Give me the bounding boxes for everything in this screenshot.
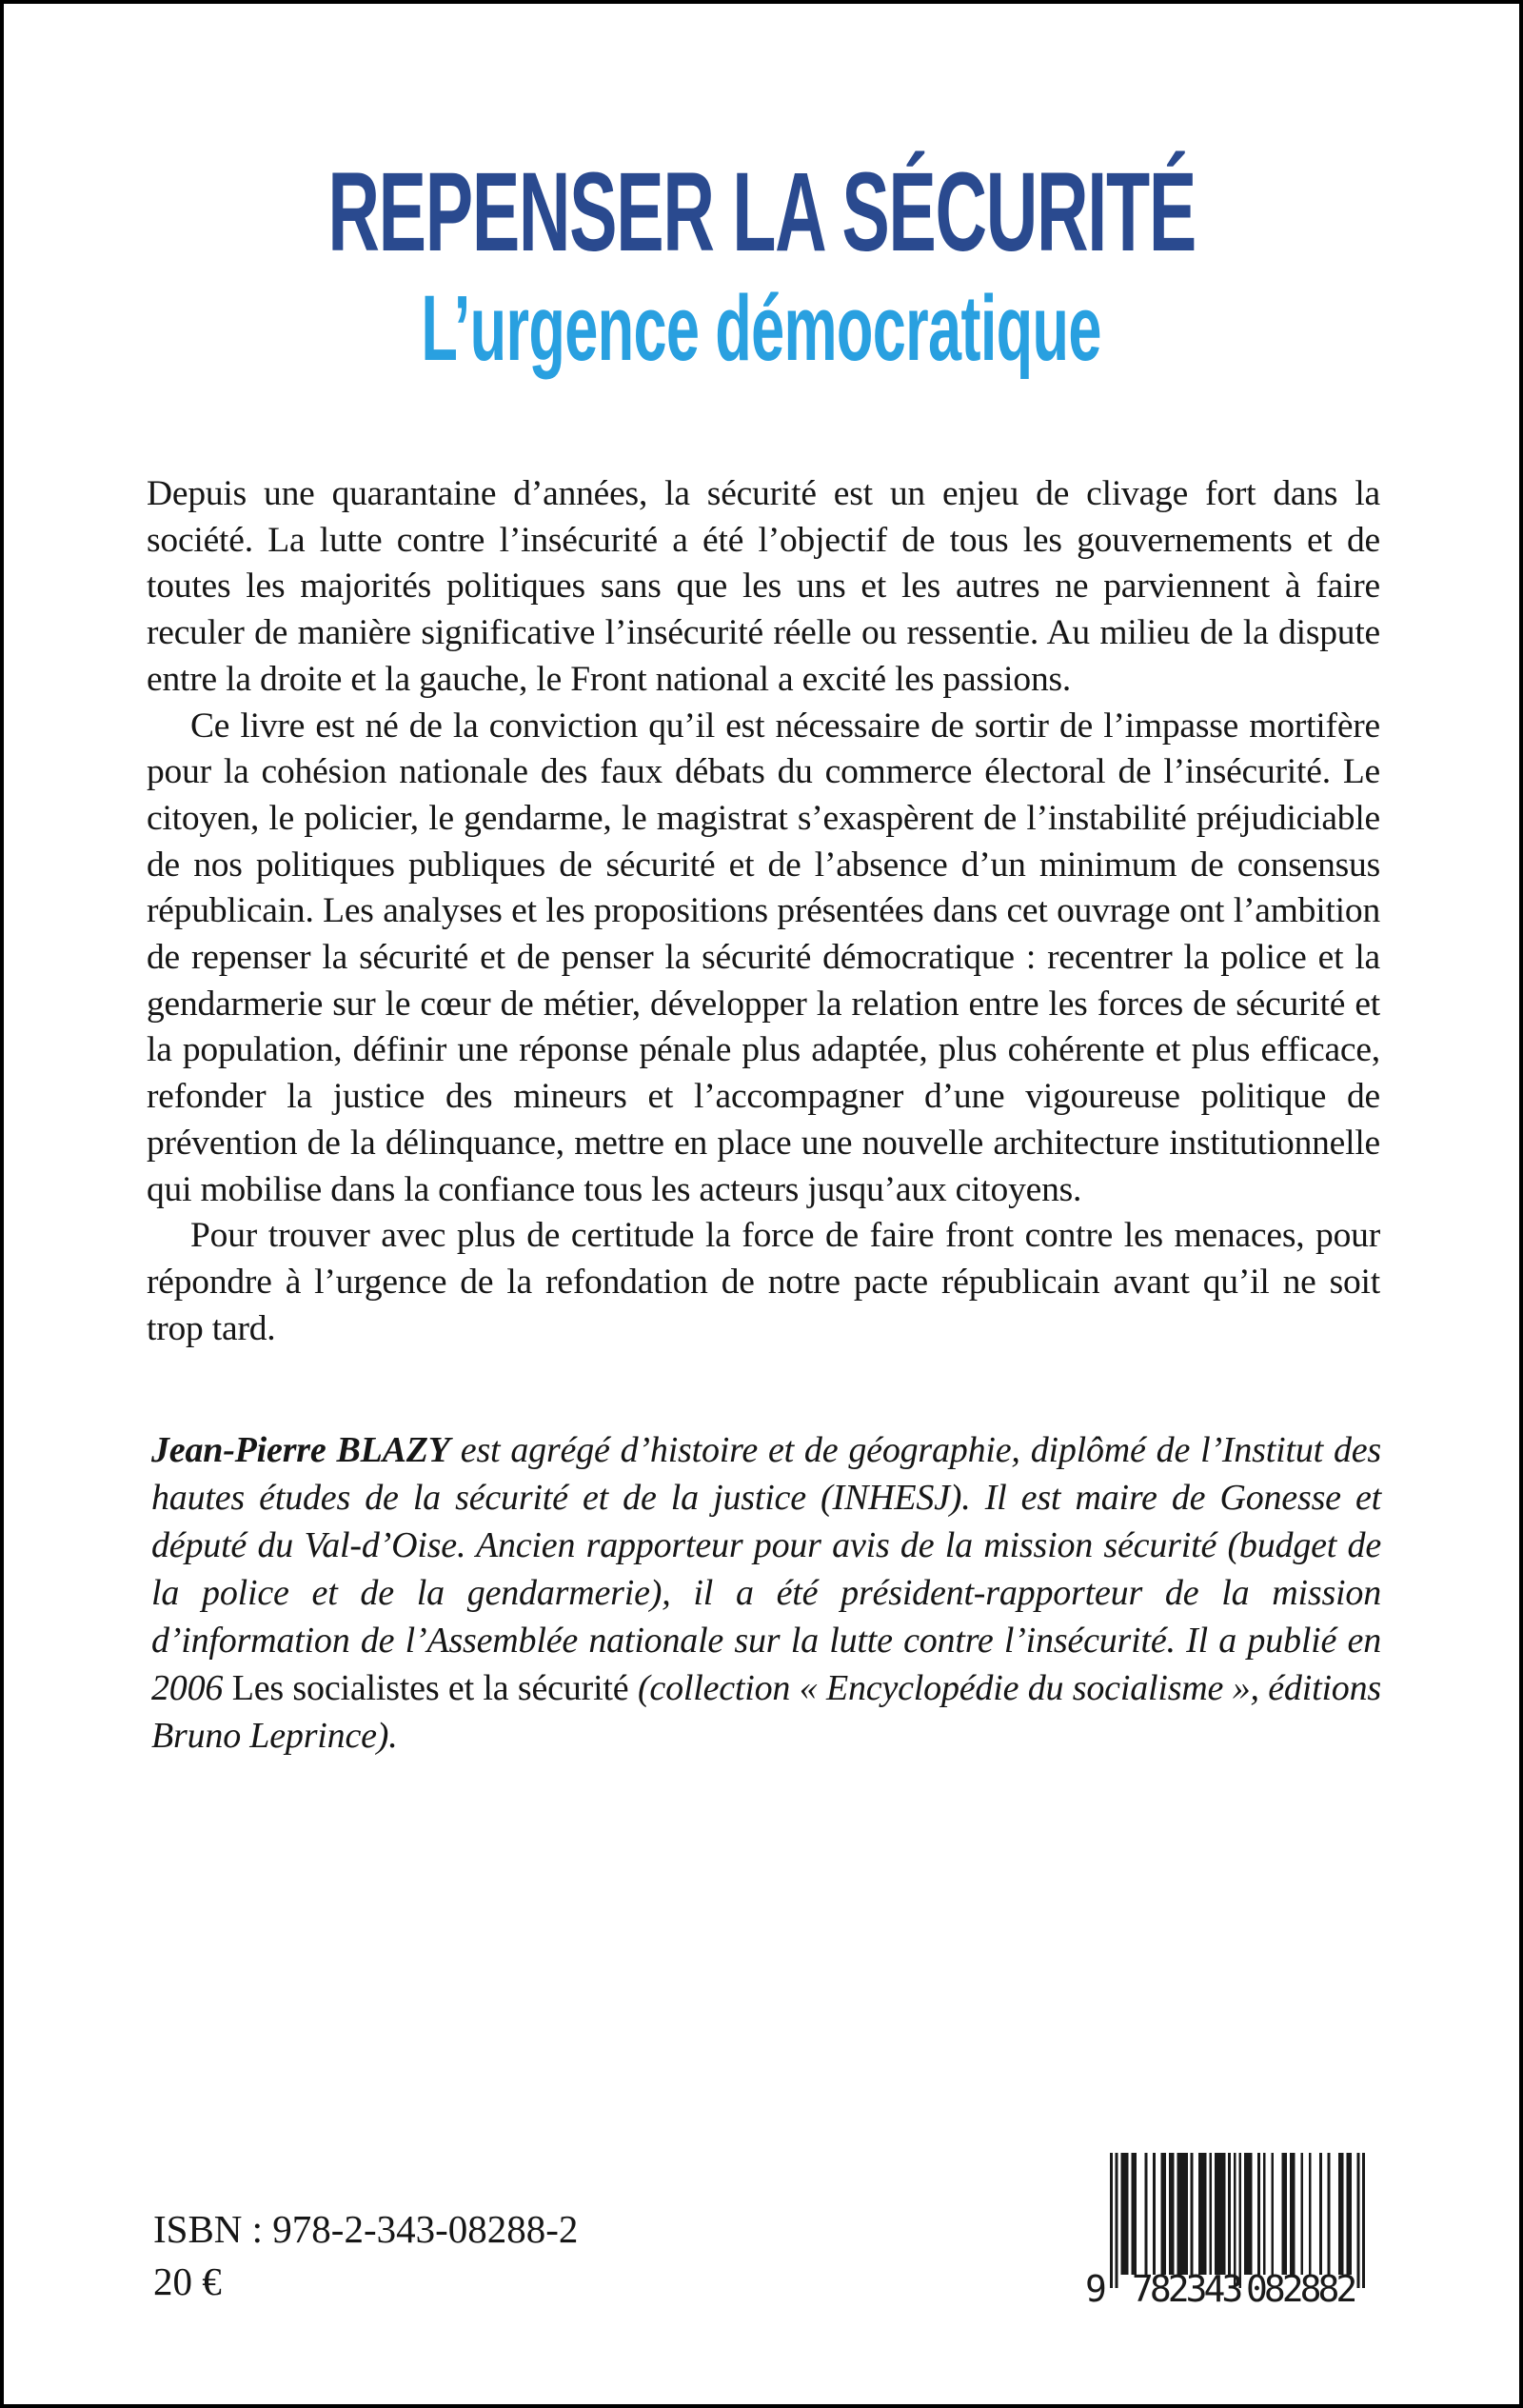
isbn-line: ISBN : 978-2-343-08288-2 — [153, 2207, 579, 2251]
isbn-price-block — [153, 2203, 578, 2308]
author-bio-paragraph — [151, 1426, 1381, 1760]
barcode — [1078, 2153, 1365, 2315]
subtitle-row — [4, 276, 1519, 380]
barcode-digit-first: 9 — [1085, 2268, 1103, 2310]
book-subtitle: L’urgence démocratique — [421, 276, 1102, 380]
author-name: Jean-Pierre BLAZY — [151, 1430, 450, 1470]
synopsis-paragraph-1: Depuis une quarantaine d’années, la sécurité est un enjeu de clivage fort dans la société. La lutte contre l’insécurité a été l’objectif de tous les gouvernements et de toutes les majorités politiques sans que les uns et les autres ne parviennent à faire reculer de manière significative l’insécurité réelle ou ressentie. Au milieu de la dispute entre la droite et la gauche, le Front national a excité les passions. — [147, 474, 1380, 699]
barcode-digits-left: 782343 — [1132, 2268, 1240, 2310]
cited-book-title: Les socialistes et la sécurité — [231, 1668, 629, 1708]
book-title: REPENSER LA SÉCURITÉ — [327, 149, 1196, 275]
synopsis-paragraph-3: Pour trouver avec plus de certitude la force de faire front contre les menaces, pour répondre à l’urgence de la refondation de notre pacte républicain avant qu’il ne soit trop tard. — [147, 1216, 1380, 1348]
price-line: 20 € — [153, 2259, 222, 2303]
title-row — [4, 149, 1519, 275]
synopsis-paragraph-2: Ce livre est né de la conviction qu’il est nécessaire de sortir de l’impasse mortifère pour la cohésion nationale des faux débats du commerce électoral de l’insécurité. Le citoyen, le policier, le gendarme, le magistrat s’exaspèrent de l’instabilité préjudiciable de nos politiques publiques de sécurité et de l’absence d’un minimum de consensus républicain. Les analyses et les propositions présentées dans cet ouvrage ont l’ambition de repenser la sécurité et de penser la sécurité démocratique : recentrer la police et la gendarmerie sur le cœur de métier, développer la relation entre les forces de sécurité et la population, définir une réponse pénale plus adaptée, plus cohérente et plus efficace, refonder la justice des mineurs et l’accompagner d’une vigoureuse politique de prévention de la délinquance, mettre en place une nouvelle architecture institutionnelle qui mobilise dans la confiance tous les acteurs jusqu’aux citoyens. — [147, 706, 1380, 1209]
author-bio-text-1: est agrégé d’histoire et de géographie, diplômé de l’Institut des hautes études de la sécurité et de la justice (INHESJ). Il est maire de Gonesse et député du Val-d’Oise. Ancien rapporteur pour avis de la mission sécurité (budget de la police et de la gendarmerie), il a été président-rapporteur de la mission d’information de l’Assemblée nationale sur la lutte contre l’insécurité. Il a publié en 2006 — [151, 1430, 1381, 1708]
author-bio — [151, 1426, 1381, 1760]
author-bio-text-2: (collection « Encyclopédie du socialisme », éditions Bruno Leprince). — [151, 1668, 1381, 1756]
synopsis — [147, 471, 1380, 1352]
barcode-digits-right: 082882 — [1246, 2268, 1355, 2310]
